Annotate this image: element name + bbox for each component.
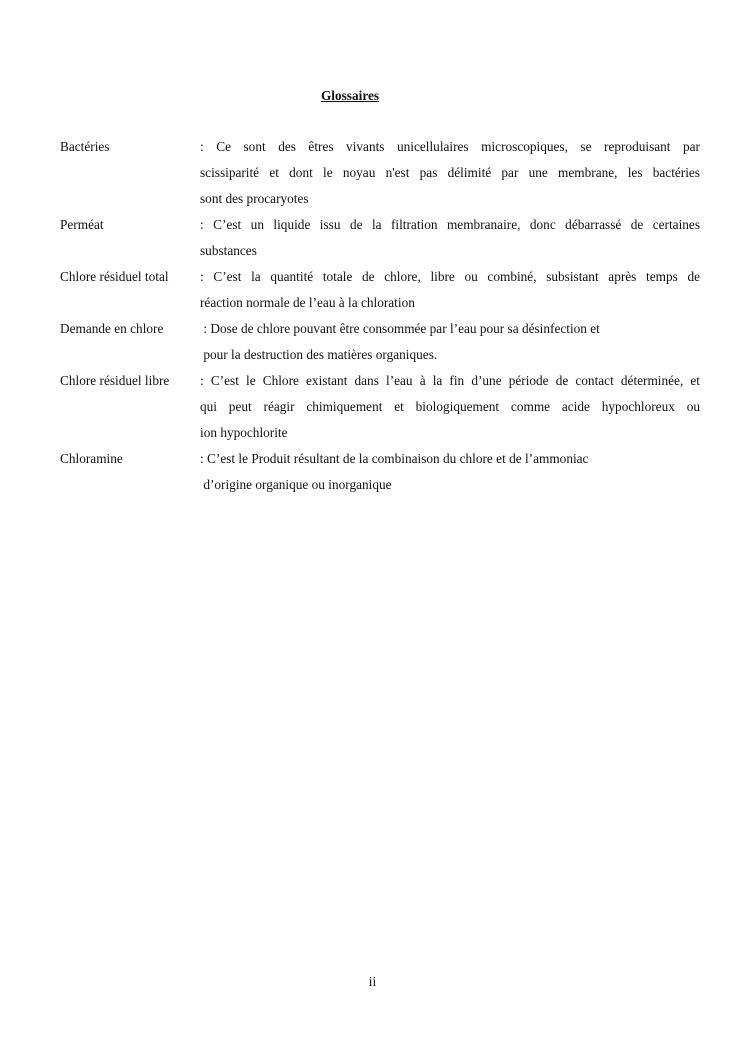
glossary-term: Perméat xyxy=(60,217,104,232)
definition-line: qui peut réagir chimiquement et biologiquement comme acide hypochloreux ou xyxy=(200,399,700,414)
definition-line: scissiparité et dont le noyau n'est pas délimité par une membrane, les bactéries xyxy=(200,165,700,180)
glossary-definition xyxy=(200,134,700,212)
glossary-term: Chloramine xyxy=(60,451,123,466)
glossary-definition xyxy=(200,264,700,316)
page-number: ii xyxy=(368,974,377,989)
glossary-definition xyxy=(200,212,700,264)
definition-line: ion hypochlorite xyxy=(200,425,288,440)
definition-line: : C’est le Chlore existant dans l’eau à la fin d’une période de contact déterminée, et xyxy=(200,373,700,388)
glossary-definition xyxy=(200,368,700,446)
glossary-term: Chlore résiduel total xyxy=(60,269,169,284)
glossary-term: Chlore résiduel libre xyxy=(60,373,170,388)
glossary-term: Demande en chlore xyxy=(60,321,164,336)
definition-line: réaction normale de l’eau à la chloration xyxy=(200,295,415,310)
definition-line: substances xyxy=(200,243,257,258)
page-title: Glossaires xyxy=(320,88,380,103)
definition-line: : C’est le Produit résultant de la combinaison du chlore et de l’ammoniac xyxy=(200,451,589,466)
glossary-term: Bactéries xyxy=(60,139,110,154)
glossary-definition xyxy=(200,446,700,498)
definition-line: : C’est un liquide issu de la filtration membranaire, donc débarrassé de certaines xyxy=(200,217,700,232)
definition-line: sont des procaryotes xyxy=(200,191,309,206)
glossary-definition xyxy=(200,316,700,368)
definition-line: : C’est la quantité totale de chlore, libre ou combiné, subsistant après temps de xyxy=(200,269,700,284)
definition-line: : Ce sont des êtres vivants unicellulaires microscopiques, se reproduisant par xyxy=(200,139,700,154)
definition-line: pour la destruction des matières organiques. xyxy=(200,347,438,362)
definition-line: : Dose de chlore pouvant être consommée par l’eau pour sa désinfection et xyxy=(200,321,600,336)
definition-line: d’origine organique ou inorganique xyxy=(200,477,392,492)
